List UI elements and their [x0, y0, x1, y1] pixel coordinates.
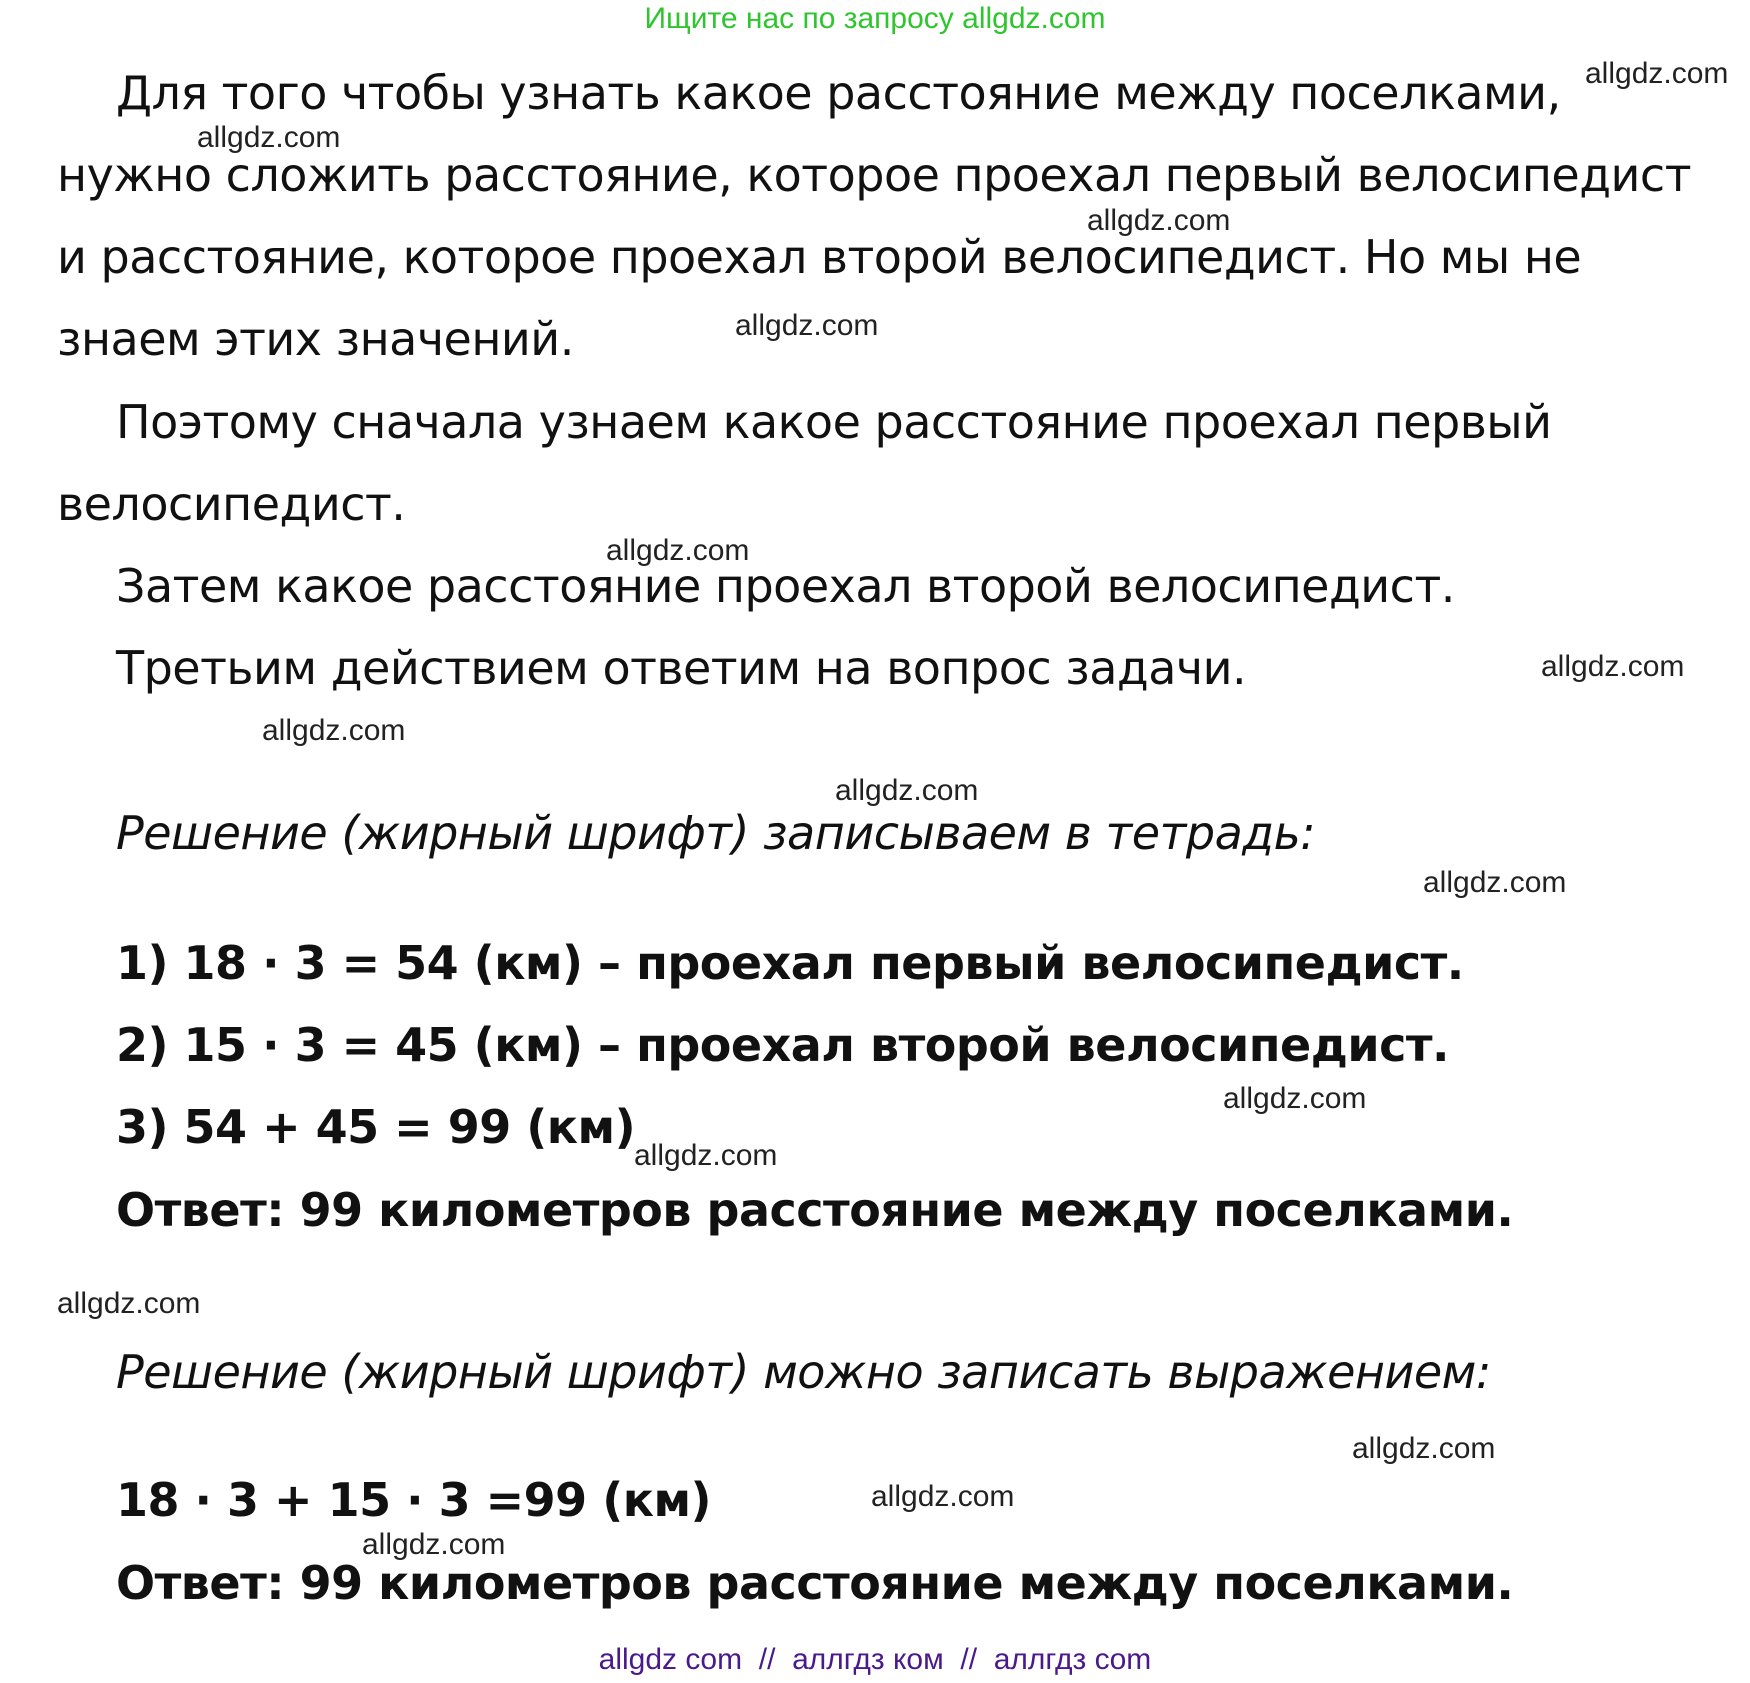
explanation-line: Третьим действием ответим на вопрос задачи.: [116, 641, 1247, 695]
watermark: allgdz.com: [634, 1139, 778, 1172]
watermark: allgdz.com: [871, 1480, 1015, 1513]
explanation-line: знаем этих значений.: [57, 312, 574, 366]
watermark: allgdz.com: [1352, 1432, 1496, 1465]
expression-answer: Ответ: 99 километров расстояние между поселками.: [116, 1556, 1514, 1610]
watermark: allgdz.com: [1087, 204, 1231, 237]
watermark: allgdz.com: [1585, 57, 1729, 90]
explanation-line: Затем какое расстояние проехал второй велосипедист.: [116, 559, 1455, 613]
watermark: allgdz.com: [835, 774, 979, 807]
solution-step: 2) 15 · 3 = 45 (км) – проехал второй велосипедист.: [116, 1018, 1450, 1072]
solution-step: 1) 18 · 3 = 54 (км) – проехал первый велосипедист.: [116, 936, 1464, 990]
watermark: allgdz.com: [362, 1528, 506, 1561]
watermark: allgdz.com: [1541, 650, 1685, 683]
watermark: allgdz.com: [197, 121, 341, 154]
explanation-line: Поэтому сначала узнаем какое расстояние проехал первый: [116, 395, 1552, 449]
watermark: allgdz.com: [1223, 1082, 1367, 1115]
search-hint-link[interactable]: Ищите нас по запросу allgdz.com: [644, 2, 1106, 35]
watermark: allgdz.com: [606, 534, 750, 567]
explanation-line: и расстояние, которое проехал второй велосипедист. Но мы не: [57, 230, 1582, 284]
explanation-line: велосипедист.: [57, 477, 406, 531]
expression-heading: Решение (жирный шрифт) можно записать выражением:: [116, 1345, 1491, 1399]
solution-heading: Решение (жирный шрифт) записываем в тетрадь:: [116, 806, 1316, 860]
watermark: allgdz.com: [735, 309, 879, 342]
explanation-line: нужно сложить расстояние, которое проехал первый велосипедист: [57, 148, 1691, 202]
watermark: allgdz.com: [262, 714, 406, 747]
footer-links[interactable]: allgdz com // аллгдз ком // аллгдз com: [598, 1643, 1152, 1676]
solution-step: 3) 54 + 45 = 99 (км): [116, 1100, 636, 1154]
solution-answer: Ответ: 99 километров расстояние между поселками.: [116, 1183, 1514, 1237]
watermark: allgdz.com: [57, 1287, 201, 1320]
expression-formula: 18 · 3 + 15 · 3 =99 (км): [116, 1473, 712, 1527]
explanation-line: Для того чтобы узнать какое расстояние между поселками,: [116, 66, 1561, 120]
watermark: allgdz.com: [1423, 866, 1567, 899]
